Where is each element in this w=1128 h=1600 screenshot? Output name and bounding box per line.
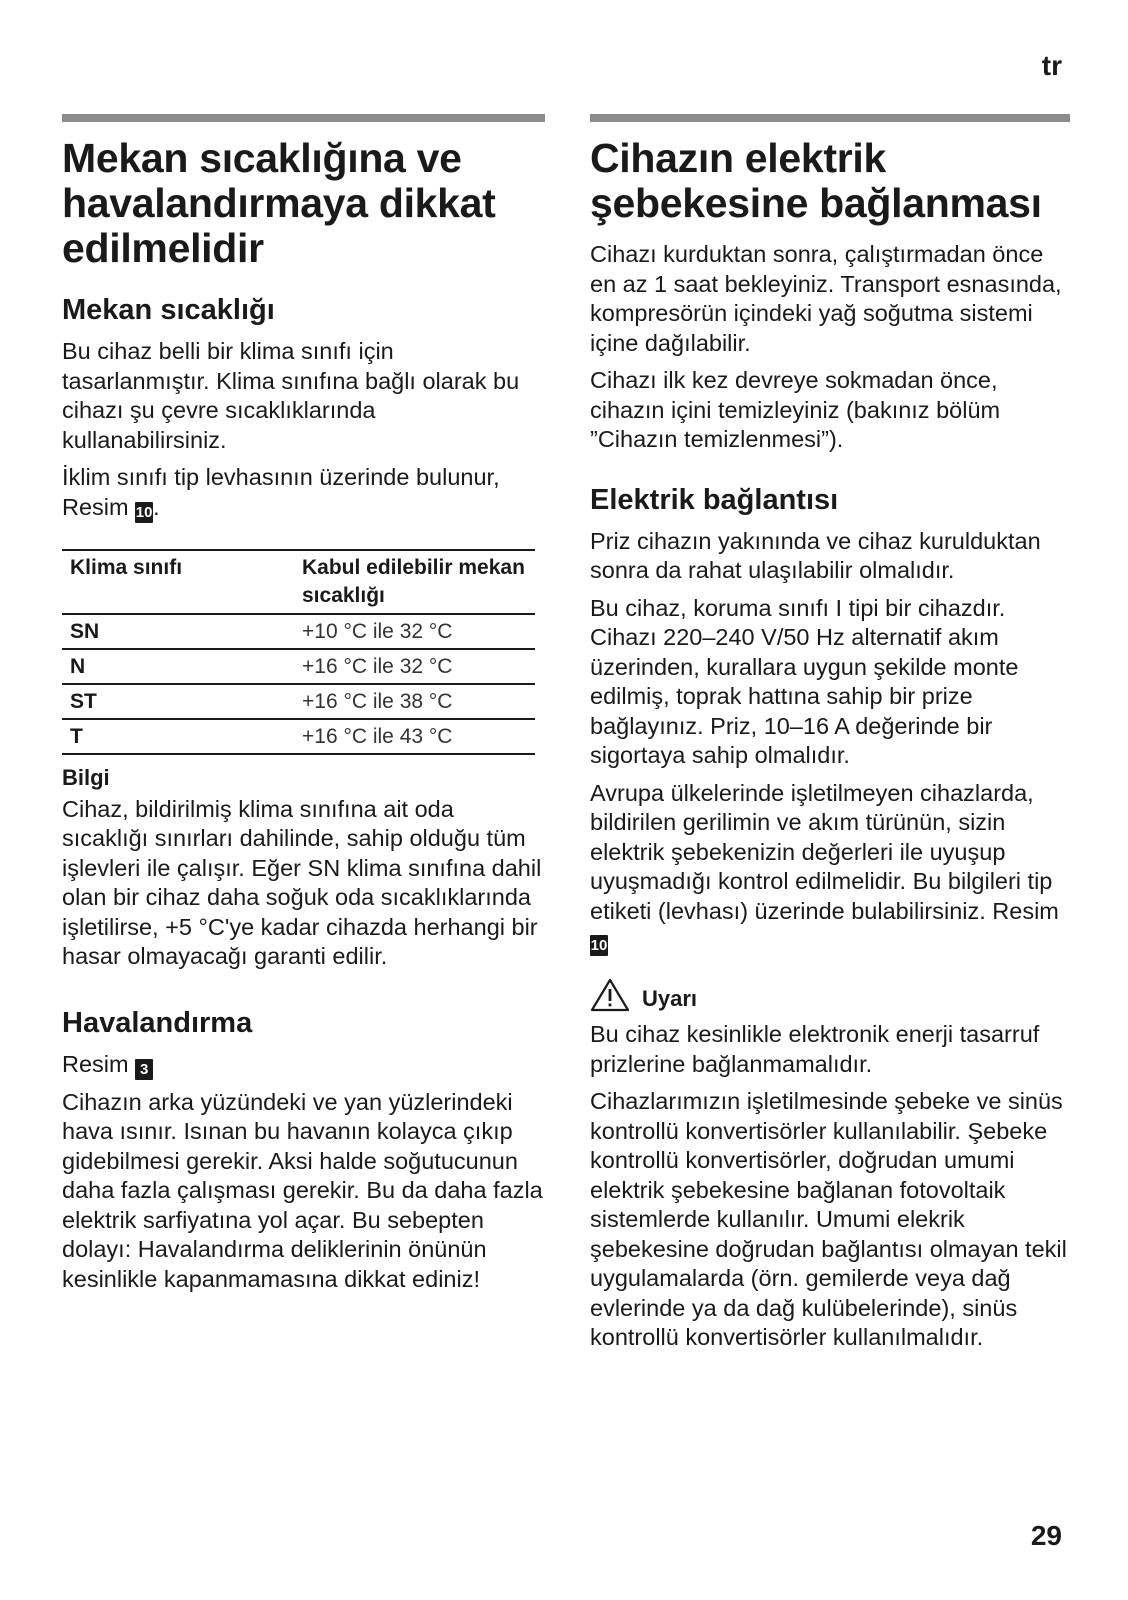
climate-class-table — [62, 549, 535, 755]
room-temp-paragraph: Bu cihaz belli bir klima sınıfı için tasarlanmıştır. Klima sınıfına bağlı olarak bu cihazı şu çevre sıcaklıklarında kullanabilirsiniz. — [62, 338, 520, 453]
ventilation-section — [62, 1006, 545, 1295]
figure-ref-10-icon: 10 — [590, 937, 608, 954]
ventilation-heading: Havalandırma — [62, 1006, 253, 1039]
table-cell-class: T — [62, 719, 294, 754]
table-row — [62, 614, 535, 649]
warning-header — [590, 978, 1070, 1012]
right-column — [590, 114, 1070, 1361]
info-paragraph: Cihaz, bildirilmiş klima sınıfına ait oda sıcaklığı sınırları dahilinde, sahip olduğu tüm işlevleri ile çalışır. Eğer SN klima sınıfına dahil olan bir cihaz daha soğuk oda sıcaklıklarında işletilirse, +5 °C'ye kadar cihazda herhangi bir hasar olmayacağı garanti edilir. — [62, 795, 542, 969]
figure-ref-3-icon: 3 — [135, 1059, 153, 1080]
table-row — [62, 684, 535, 719]
electric-section — [590, 483, 1070, 1353]
ventilation-figure-ref: Resim 3 — [62, 1050, 545, 1080]
table-header-class: Klima sınıfı — [62, 550, 294, 614]
table-cell-temp: +16 °C ile 32 °C — [294, 649, 535, 684]
table-cell-class: N — [62, 649, 294, 684]
table-header-row — [62, 550, 535, 614]
socket-paragraph: Priz cihazın yakınında ve cihaz kurulduktan sonra da rahat ulaşılabilir olmalıdır. — [590, 527, 1041, 583]
table-cell-temp: +16 °C ile 43 °C — [294, 719, 535, 754]
table-cell-class: SN — [62, 614, 294, 649]
language-code: tr — [1041, 50, 1062, 81]
left-section-title: Mekan sıcaklığına ve havalandırmaya dikkat edilmelidir — [62, 135, 496, 271]
warning-label: Uyarı — [642, 986, 698, 1011]
clean-paragraph: Cihazı ilk kez devreye sokmadan önce, cihazın içini temizleyiniz (bakınız bölüm ”Cihazın temizlenmesi”). — [590, 367, 1001, 452]
warning-paragraph-2: Cihazlarımızın işletilmesinde şebeke ve sinüs kontrollü konvertisörler kullanılabilir. Şebeke kontrollü konvertisörler, doğrudan umumi elektrik şebekesine bağlanan fotovoltaik sistemlerde kullanılır. Umumi elekrik şebekesine doğrudan bağlantısı olmayan tekil uygulamalarda (örn. gemilerde veya dağ evlerinde ya da dağ kulübelerinde), sinüs kontrollü konvertisörler kullanılmalıdır. — [590, 1088, 1067, 1350]
table-header-temp: Kabul edilebilir mekan sıcaklığı — [294, 550, 535, 614]
table-cell-temp: +10 °C ile 32 °C — [294, 614, 535, 649]
wait-paragraph: Cihazı kurduktan sonra, çalıştırmadan önce en az 1 saat bekleyiniz. Transport esnasında, kompresörün içindeki yağ soğutma sistemi içine dağılabilir. — [590, 241, 1062, 356]
table-row — [62, 719, 535, 754]
page-number: 29 — [1030, 1520, 1062, 1551]
ventilation-paragraph: Cihazın arka yüzündeki ve yan yüzlerindeki hava ısınır. Isınan bu havanın kolayca çıkıp gidebilmesi gerekir. Aksi halde soğutucunun daha fazla çalışması gerekir. Bu da daha fazla elektrik sarfiyatına yol açar. Bu sebepten dolayı: Havalandırma deliklerinin önünün kesinlikle kapanmamasına dikkat ediniz! — [62, 1088, 543, 1292]
table-row — [62, 649, 535, 684]
right-section-title: Cihazın elektrik şebekesine bağlanması — [590, 135, 1042, 226]
left-column — [62, 114, 545, 1302]
room-temp-heading: Mekan sıcaklığı — [62, 294, 275, 326]
protection-class-paragraph: Bu cihaz, koruma sınıfı I tipi bir cihazdır. Cihazı 220–240 V/50 Hz alternatif akım üzerinden, kurallara uygun şekilde monte edilmiş, toprak hattına sahip bir prize bağlayınız. Priz, 10–16 A değerinde bir sigortaya sahip olmalıdır. — [590, 594, 1019, 768]
table-cell-temp: +16 °C ile 38 °C — [294, 684, 535, 719]
climate-class-location-paragraph: İklim sınıfı tip levhasının üzerinde bulunur, Resim 10. — [62, 464, 500, 521]
table-cell-class: ST — [62, 684, 294, 719]
section-rule — [62, 114, 545, 122]
section-rule — [590, 114, 1070, 122]
europe-paragraph: Avrupa ülkelerinde işletilmeyen cihazlarda, bildirilen gerilimin ve akım türünün, sizin elektrik şebekenizin değerleri ile uyuşup uyuşmadığı kontrol edilmelidir. Bu bilgileri tip etiketi (levhası) üzerinde bulabilirsiniz. Resim 10 — [590, 779, 1059, 954]
electric-heading: Elektrik bağlantısı — [590, 483, 839, 516]
info-label: Bilgi — [62, 764, 110, 790]
figure-ref-10-icon: 10 — [135, 503, 153, 521]
warning-triangle-icon — [590, 978, 630, 1012]
warning-paragraph-1: Bu cihaz kesinlikle elektronik enerji tasarruf prizlerine bağlanmamalıdır. — [590, 1021, 1040, 1077]
